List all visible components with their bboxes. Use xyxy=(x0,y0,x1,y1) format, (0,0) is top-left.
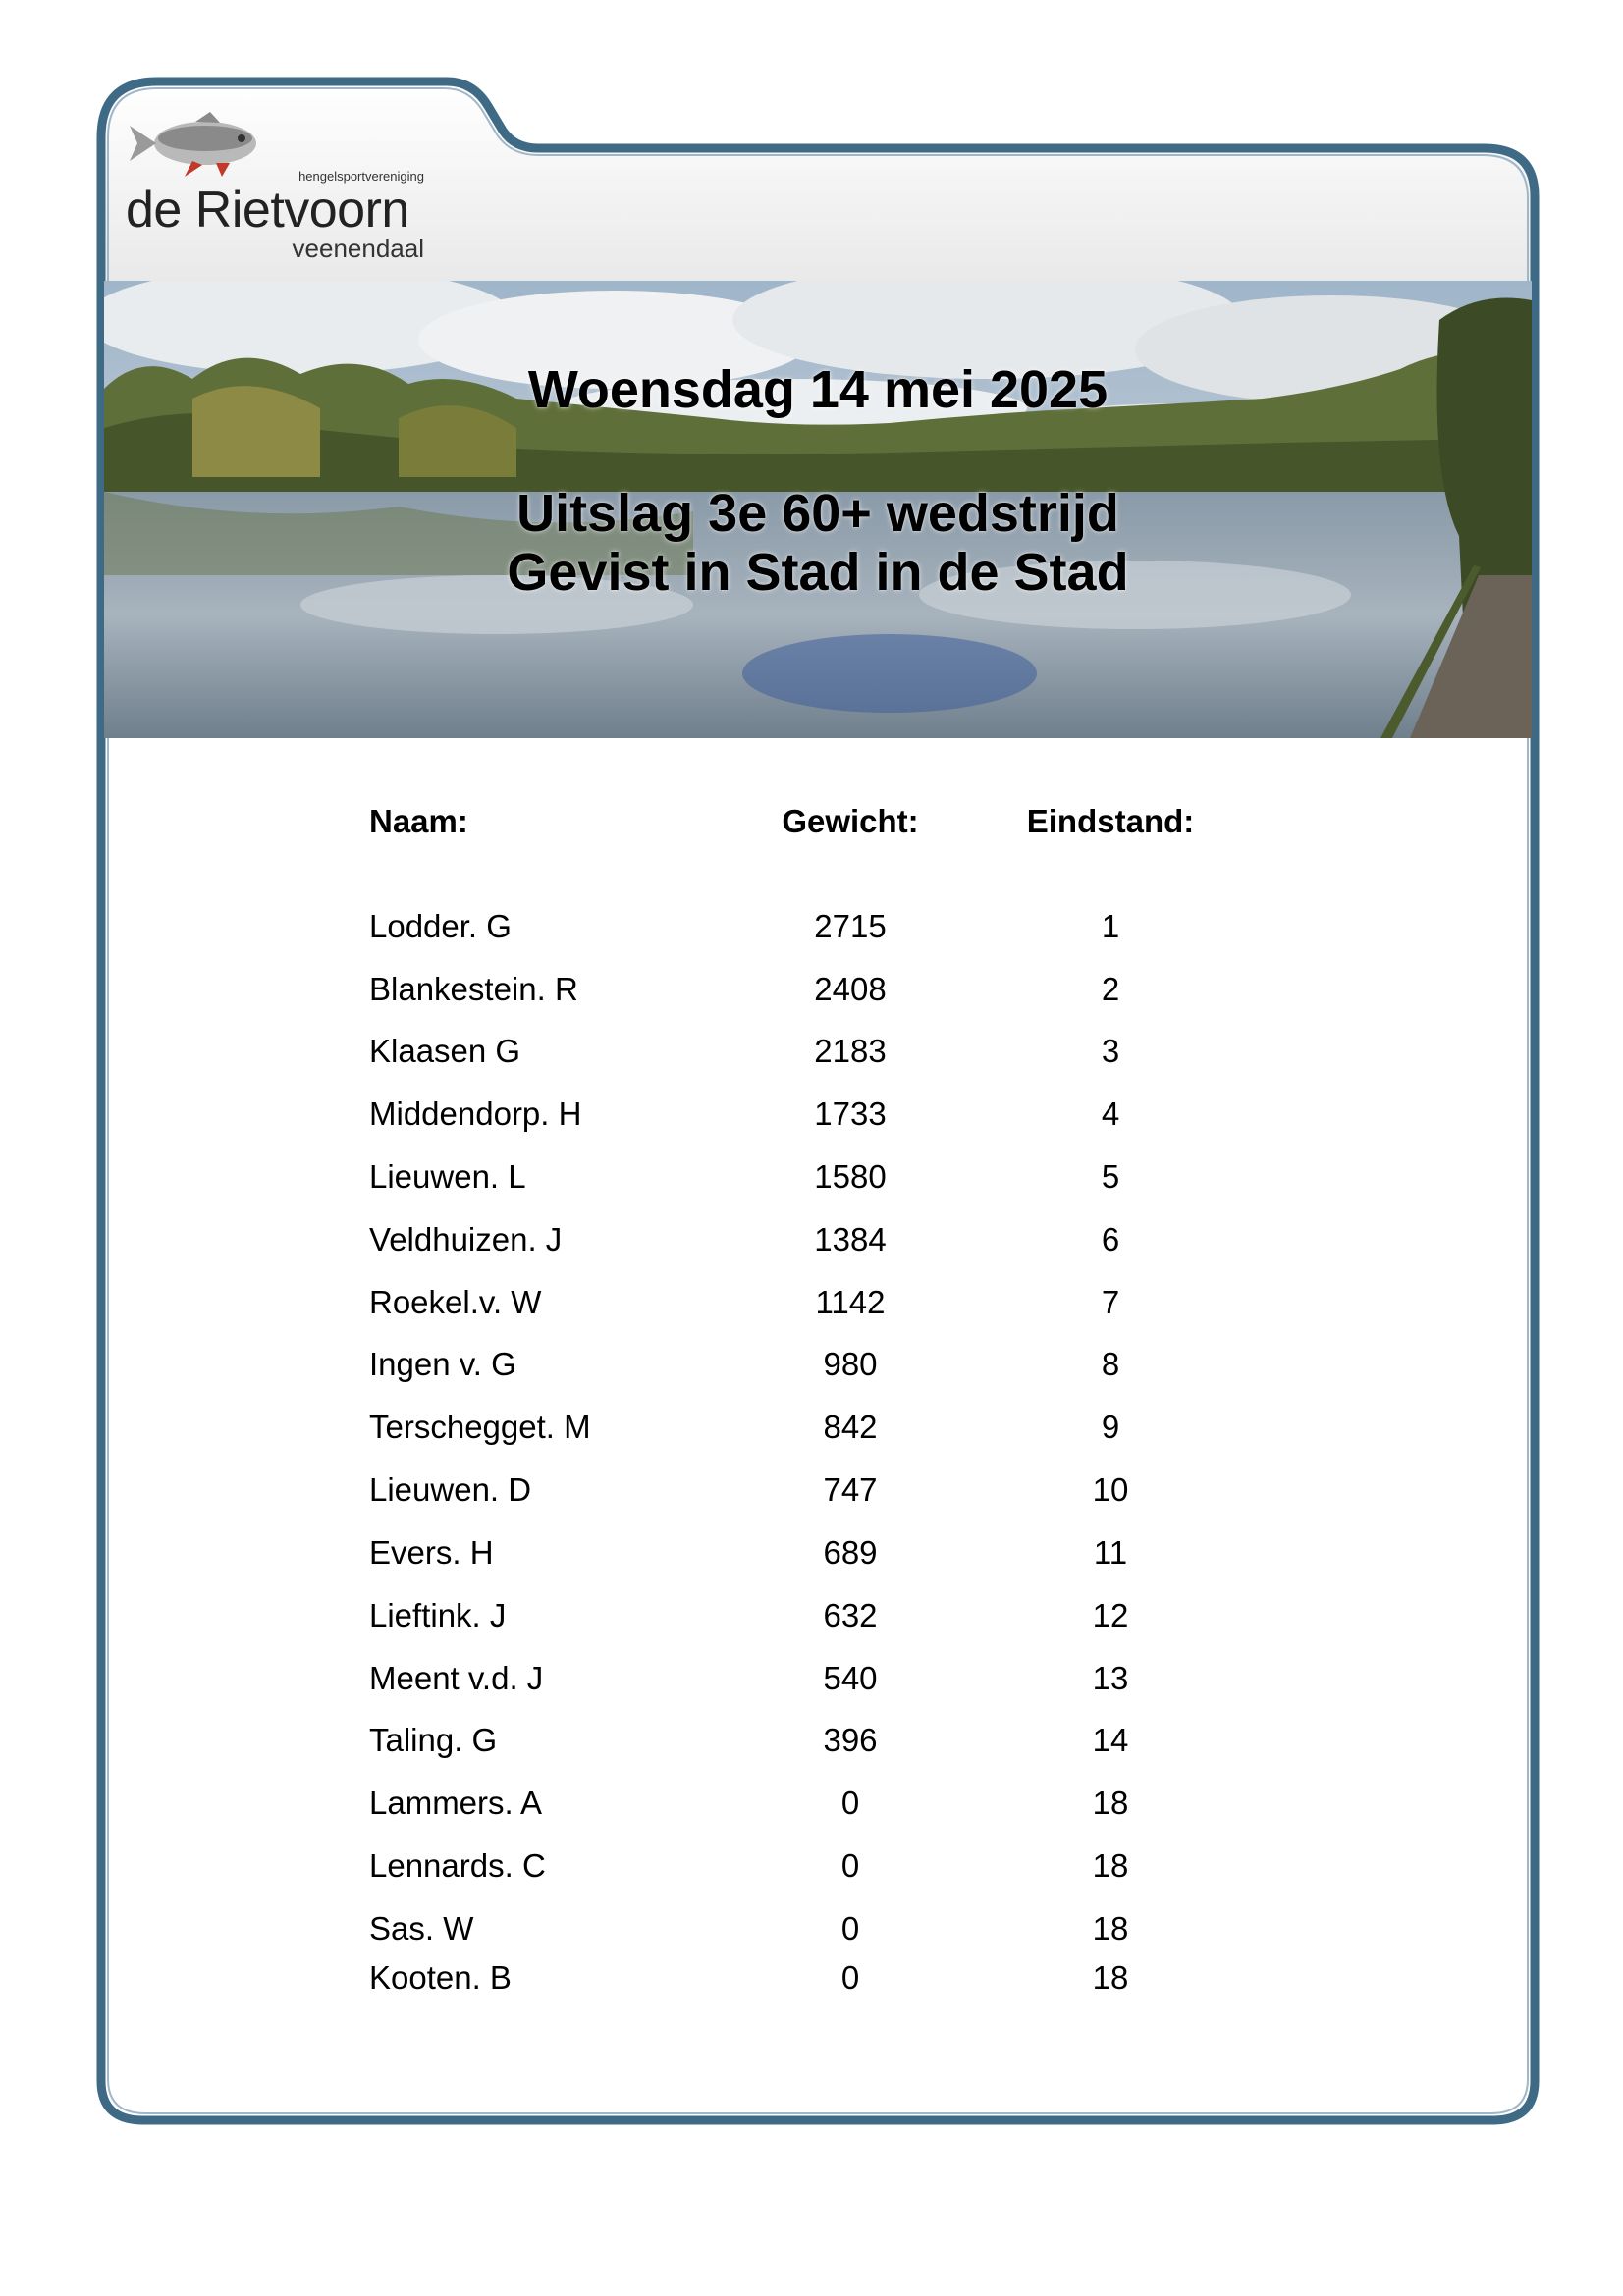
cell-rank: 2 xyxy=(1101,971,1120,1007)
cell-name: Lieuwen. L xyxy=(369,1158,526,1195)
cell-rank: 5 xyxy=(1101,1158,1120,1195)
table-row xyxy=(369,1597,1253,1646)
event-subtitle-1: Uitslag 3e 60+ wedstrijd xyxy=(516,484,1119,543)
table-row xyxy=(369,1221,1253,1270)
header-name: Naam: xyxy=(369,803,468,839)
cell-name: Middendorp. H xyxy=(369,1095,582,1132)
cell-weight: 1580 xyxy=(814,1158,887,1195)
cell-rank: 1 xyxy=(1101,908,1120,944)
table-row xyxy=(369,1660,1253,1709)
table-row xyxy=(369,971,1253,1020)
cell-name: Sas. W xyxy=(369,1910,474,1947)
logo-subtitle: hengelsportvereniging xyxy=(298,169,424,184)
cell-weight: 842 xyxy=(823,1409,878,1445)
table-row xyxy=(369,1095,1253,1145)
cell-name: Meent v.d. J xyxy=(369,1660,544,1696)
cell-rank: 10 xyxy=(1092,1471,1129,1508)
cell-name: Lammers. A xyxy=(369,1785,543,1821)
cell-name: Ingen v. G xyxy=(369,1346,516,1382)
cell-weight: 2715 xyxy=(814,908,887,944)
cell-name: Terschegget. M xyxy=(369,1409,591,1445)
cell-rank: 4 xyxy=(1101,1095,1120,1132)
event-subtitle-2: Gevist in Stad in de Stad xyxy=(507,543,1129,602)
results-table xyxy=(369,803,1253,1996)
header-banner xyxy=(104,281,1532,738)
table-row xyxy=(369,1409,1253,1458)
table-row xyxy=(369,1158,1253,1207)
table-row xyxy=(369,1284,1253,1333)
table-row xyxy=(369,1785,1253,1834)
cell-rank: 8 xyxy=(1101,1346,1120,1382)
cell-name: Klaasen G xyxy=(369,1033,521,1069)
table-row xyxy=(369,1910,1253,1959)
cell-rank: 6 xyxy=(1101,1221,1120,1257)
cell-name: Veldhuizen. J xyxy=(369,1221,563,1257)
club-logo xyxy=(122,106,436,273)
table-row xyxy=(369,1346,1253,1395)
cell-weight: 0 xyxy=(840,1959,860,1996)
table-row xyxy=(369,1847,1253,1896)
cell-weight: 689 xyxy=(823,1534,878,1571)
cell-name: Lennards. C xyxy=(369,1847,546,1884)
event-date-title: Woensdag 14 mei 2025 xyxy=(527,360,1109,419)
cell-name: Lieftink. J xyxy=(369,1597,507,1633)
table-row xyxy=(369,1471,1253,1521)
cell-rank: 13 xyxy=(1092,1660,1129,1696)
cell-weight: 632 xyxy=(823,1597,878,1633)
cell-name: Lodder. G xyxy=(369,908,512,944)
cell-name: Lieuwen. D xyxy=(369,1471,532,1508)
cell-rank: 18 xyxy=(1092,1959,1129,1996)
cell-weight: 1142 xyxy=(815,1284,886,1320)
table-row xyxy=(369,1722,1253,1771)
header-rank: Eindstand: xyxy=(1026,803,1195,839)
cell-rank: 9 xyxy=(1101,1409,1120,1445)
cell-weight: 980 xyxy=(823,1346,878,1382)
cell-name: Evers. H xyxy=(369,1534,494,1571)
table-row xyxy=(369,908,1253,957)
cell-rank: 18 xyxy=(1092,1847,1129,1884)
cell-weight: 0 xyxy=(840,1910,860,1947)
cell-rank: 3 xyxy=(1101,1033,1120,1069)
cell-weight: 2183 xyxy=(814,1033,887,1069)
cell-rank: 12 xyxy=(1092,1597,1129,1633)
cell-weight: 1733 xyxy=(814,1095,887,1132)
cell-weight: 0 xyxy=(840,1847,860,1884)
results-header-row xyxy=(369,803,1253,842)
table-row xyxy=(369,1534,1253,1583)
cell-weight: 1384 xyxy=(814,1221,887,1257)
cell-rank: 7 xyxy=(1101,1284,1120,1320)
table-row xyxy=(369,1033,1253,1082)
cell-name: Kooten. B xyxy=(369,1959,512,1996)
table-row xyxy=(369,1959,1253,2008)
cell-weight: 747 xyxy=(823,1471,878,1508)
fish-icon xyxy=(122,106,279,185)
cell-rank: 14 xyxy=(1092,1722,1129,1758)
cell-name: Blankestein. R xyxy=(369,971,578,1007)
logo-name: de Rietvoorn xyxy=(126,182,409,239)
cell-rank: 11 xyxy=(1093,1534,1128,1571)
cell-name: Taling. G xyxy=(369,1722,498,1758)
cell-rank: 18 xyxy=(1092,1910,1129,1947)
cell-weight: 540 xyxy=(823,1660,878,1696)
cell-rank: 18 xyxy=(1092,1785,1129,1821)
cell-weight: 0 xyxy=(840,1785,860,1821)
cell-name: Roekel.v. W xyxy=(369,1284,542,1320)
cell-weight: 2408 xyxy=(814,971,887,1007)
header-weight: Gewicht: xyxy=(782,803,919,839)
logo-city: veenendaal xyxy=(292,234,424,263)
cell-weight: 396 xyxy=(823,1722,878,1758)
